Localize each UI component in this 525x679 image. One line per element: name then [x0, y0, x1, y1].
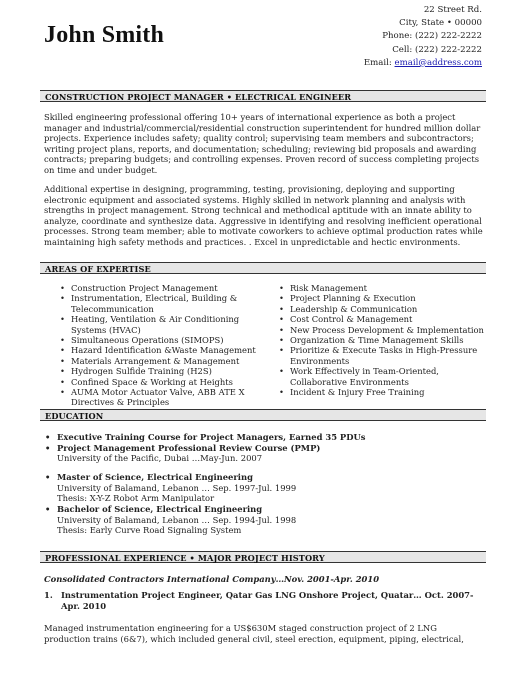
list-item: • Project Planning & Execution	[279, 293, 484, 303]
list-item: • Prioritize & Execute Tasks in High-Pressure Environments	[279, 345, 484, 366]
city-line: City, State • 00000	[399, 18, 482, 29]
education-title: • Master of Science, Electrical Engineering	[57, 472, 296, 483]
job-description: Managed instrumentation engineering for a US$630M staged construction project of 2 LNG production trains (6&7), which included general civil, steel erection, equipment, piping, electrical,	[44, 623, 464, 644]
education-heading: EDUCATION	[40, 409, 486, 421]
education-item	[57, 472, 296, 504]
summary-paragraph-1: Skilled engineering professional offering 10+ years of international experience as both a project manager and industrial/commercial/residential construction superintendent for hundred million dollar projects. Experience includes safety; quality control; supervising team members and subcontractors; writing project plans, reports, and documentation; scheduling; reviewing bid proposals and awarding contracts; preparing budgets; and controlling expenses. Proven record of success completing projects on time and under budget.	[44, 112, 481, 175]
education-item	[57, 432, 366, 464]
education-title: • Executive Training Course for Project Managers, Earned 35 PDUs	[57, 432, 366, 443]
cell-line: Cell: (222) 222-2222	[392, 44, 482, 55]
list-item: • Risk Management	[279, 283, 484, 293]
list-item: • Confined Space & Working at Heights	[60, 377, 265, 387]
list-item: • Hazard Identification &Waste Management	[60, 345, 265, 355]
education-thesis: Thesis: Early Curve Road Signaling System	[57, 525, 242, 536]
list-item: • Instrumentation, Electrical, Building & Telecommunication	[60, 293, 265, 314]
address-line: 22 Street Rd.	[423, 5, 482, 15]
expertise-list-left	[60, 283, 265, 408]
summary-paragraph-2: Additional expertise in designing, programming, testing, provisioning, deploying and supporting electronic equipment and associated systems. Highly skilled in network planning and analysis with strengths in project management. Strong technical and methodical aptitude with an innate ability to analyze, coordinate and synthesize data. Aggressive in identifying and resolving inefficient operational processes. Strong team member; able to motivate coworkers to achieve optimal production rates while maintaining high safety methods and practices. . Excel in unpredictable and hectic environments.	[44, 184, 483, 247]
list-item: • New Process Development & Implementation	[279, 325, 484, 335]
company-line: Consolidated Contractors International Company…Nov. 2001-Apr. 2010	[44, 574, 380, 584]
education-title: • Bachelor of Science, Electrical Engineering	[57, 504, 296, 515]
expertise-heading: AREAS OF EXPERTISE	[40, 262, 486, 274]
email-link[interactable]: email@address.com	[394, 57, 482, 68]
education-detail: University of Balamand, Lebanon … Sep. 1994-Jul. 1998	[57, 514, 297, 525]
summary-heading: CONSTRUCTION PROJECT MANAGER • ELECTRICAL ENGINEER	[40, 90, 486, 102]
list-item: • Work Effectively in Team-Oriented, Collaborative Environments	[279, 366, 484, 387]
list-item: • Construction Project Management	[60, 283, 265, 293]
list-item: • Hydrogen Sulfide Training (H2S)	[60, 366, 265, 376]
contact-block	[364, 4, 482, 70]
job-number: 1.	[44, 590, 53, 600]
list-item: • AUMA Motor Actuator Valve, ABB ATE X Directives & Principles	[60, 387, 265, 408]
education-item	[57, 504, 296, 536]
list-item: • Incident & Injury Free Training	[279, 387, 484, 397]
education-title: • Project Management Professional Review Course (PMP)	[57, 443, 366, 454]
list-item: • Organization & Time Management Skills	[279, 335, 484, 345]
list-item: • Leadership & Communication	[279, 304, 484, 314]
education-detail: University of the Pacific, Dubai …May-Jun. 2007	[57, 453, 263, 464]
education-detail: University of Balamand, Lebanon … Sep. 1997-Jul. 1999	[57, 482, 297, 493]
list-item: • Heating, Ventilation & Air Conditioning Systems (HVAC)	[60, 314, 265, 335]
expertise-list-right	[279, 283, 484, 397]
education-thesis: Thesis: X-Y-Z Robot Arm Manipulator	[57, 493, 215, 504]
job-entry	[44, 590, 484, 611]
list-item: • Simultaneous Operations (SIMOPS)	[60, 335, 265, 345]
phone-line: Phone: (222) 222-2222	[382, 31, 482, 42]
list-item: • Materials Arrangement & Management	[60, 356, 265, 366]
experience-heading: PROFESSIONAL EXPERIENCE • MAJOR PROJECT HISTORY	[40, 551, 486, 563]
email-line	[364, 57, 482, 70]
candidate-name: John Smith	[44, 22, 165, 48]
email-label: Email:	[363, 57, 392, 68]
list-item: • Cost Control & Management	[279, 314, 484, 324]
job-title: Instrumentation Project Engineer, Qatar Gas LNG Onshore Project, Quatar… Oct. 2007-Apr. 2010	[61, 590, 474, 611]
